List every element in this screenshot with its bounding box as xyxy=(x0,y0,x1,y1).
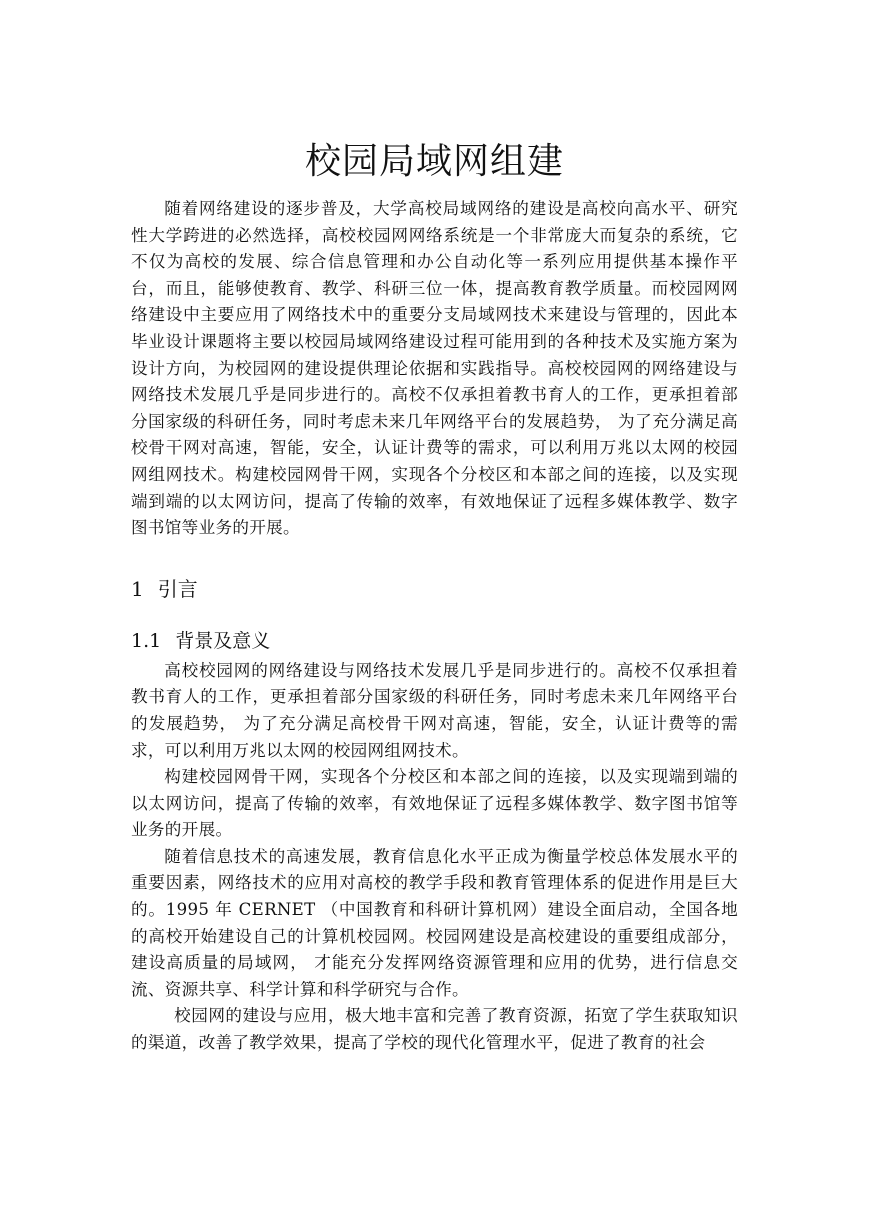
section-1-heading xyxy=(131,574,738,604)
document-title: 校园局域网组建 xyxy=(304,141,564,182)
body-paragraph: 构建校园网骨干网，实现各个分校区和本部之间的连接，以及实现端到端的以太网访问，提高了传输的效率，有效地保证了远程多媒体教学、数字图书馆等业务的开展。 xyxy=(131,767,738,840)
section-1-1-heading xyxy=(131,626,738,656)
section-1-1-number: 1.1 xyxy=(131,629,162,652)
body-paragraph: 校园网的建设与应用，极大地丰富和完善了教育资源，拓宽了学生获取知识的渠道，改善了教学效果，提高了学校的现代化管理水平，促进了教育的社会 xyxy=(131,1006,738,1053)
section-1-1-title: 背景及意义 xyxy=(175,629,271,652)
abstract-paragraph: 随着网络建设的逐步普及，大学高校局域网络的建设是高校向高水平、研究性大学跨进的必然选择，高校校园网网络系统是一个非常庞大而复杂的系统，它不仅为高校的发展、综合信息管理和办公自动化等一系列应用提供基本操作平台，而且，能够使教育、教学、科研三位一体，提高教育教学质量。而校园网网络建设中主要应用了网络技术中的重要分支局域网技术来建设与管理的，因此本毕业设计课题将主要以校园局域网络建设过程可能用到的各种技术及实施方案为设计方向，为校园网的建设提供理论依据和实践指导。高校校园网的网络建设与网络技术发展几乎是同步进行的。高校不仅承担着教书育人的工作，更承担着部分国家级的科研任务，同时考虑未来几年网络平台的发展趋势， 为了充分满足高校骨干网对高速，智能，安全，认证计费等的需求，可以利用万兆以太网的校园网组网技术。构建校园网骨干网，实现各个分校区和本部之间的连接，以及实现端到端的以太网访问，提高了传输的效率，有效地保证了远程多媒体教学、数字图书馆等业务的开展。 xyxy=(131,199,738,538)
body-paragraph: 高校校园网的网络建设与网络技术发展几乎是同步进行的。高校不仅承担着教书育人的工作，更承担着部分国家级的科研任务，同时考虑未来几年网络平台的发展趋势， 为了充分满足高校骨干网对高速，智能，安全，认证计费等的需求，可以利用万兆以太网的校园网组网技术。 xyxy=(131,660,738,760)
body-paragraph: 随着信息技术的高速发展，教育信息化水平正成为衡量学校总体发展水平的重要因素，网络技术的应用对高校的教学手段和教育管理体系的促进作用是巨大的。1995 年 CERNET （中国教育和科研计算机网）建设全面启动，全国各地的高校开始建设自己的计算机校园网。校园网建设是高校建设的重要组成部分，建设高质量的局域网， 才能充分发挥网络资源管理和应用的优势，进行信息交流、资源共享、科学计算和科学研究与合作。 xyxy=(131,846,738,999)
section-1-title: 引言 xyxy=(157,576,198,601)
section-1-number: 1 xyxy=(131,576,144,601)
